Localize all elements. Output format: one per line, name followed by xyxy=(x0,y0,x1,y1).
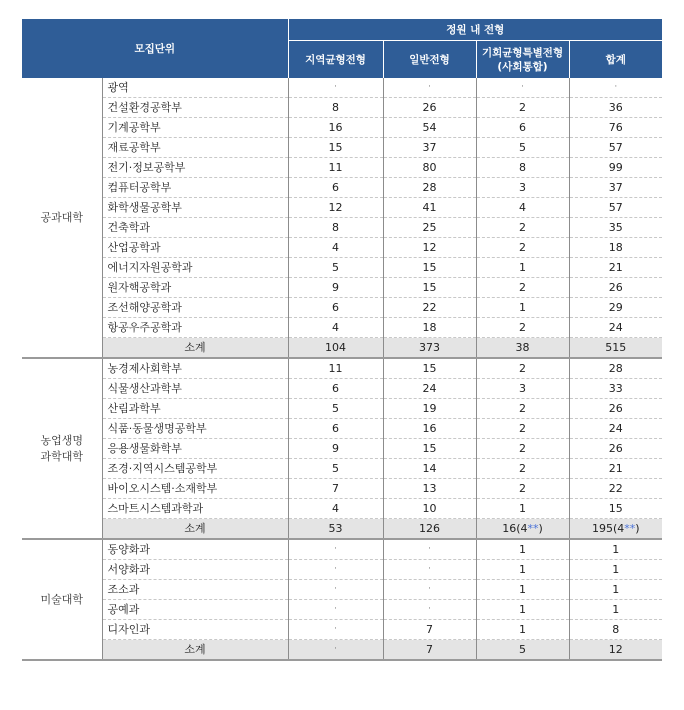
subtotal-label: 소계 xyxy=(102,640,288,661)
department-name: 농경제사회학부 xyxy=(102,358,288,379)
college-name-line1: 농업생명 xyxy=(40,433,83,447)
opportunity-balance-value: 2 xyxy=(476,439,569,459)
opportunity-balance-value: 3 xyxy=(476,178,569,198)
opportunity-balance-value: 2 xyxy=(476,358,569,379)
subtotal-total: 12 xyxy=(569,640,662,661)
regional-balance-value: 5 xyxy=(288,258,383,278)
table-row xyxy=(22,580,662,600)
department-name: 광역 xyxy=(102,78,288,98)
closing-paren: ) xyxy=(538,522,543,535)
table-row xyxy=(22,258,662,278)
subtotal-label: 소계 xyxy=(102,338,288,359)
header-general: 일반전형 xyxy=(383,41,476,79)
total-value: 36 xyxy=(569,98,662,118)
general-value: 16 xyxy=(383,419,476,439)
opportunity-balance-value: 1 xyxy=(476,580,569,600)
table-row xyxy=(22,78,662,98)
table-row xyxy=(22,278,662,298)
total-value: 37 xyxy=(569,178,662,198)
opportunity-balance-value: 2 xyxy=(476,278,569,298)
general-value: · xyxy=(383,580,476,600)
regional-balance-value: 6 xyxy=(288,178,383,198)
header-opportunity-line1: 기회균형특별전형 xyxy=(481,46,564,59)
total-value: 33 xyxy=(569,379,662,399)
regional-balance-value: 8 xyxy=(288,218,383,238)
regional-balance-value: 6 xyxy=(288,419,383,439)
department-name: 식물생산과학부 xyxy=(102,379,288,399)
department-name: 건설환경공학부 xyxy=(102,98,288,118)
table-row xyxy=(22,158,662,178)
department-name: 바이오시스템·소재학부 xyxy=(102,479,288,499)
header-opportunity-balance xyxy=(476,41,569,79)
subtotal-opportunity-balance xyxy=(476,519,569,540)
college-name xyxy=(22,358,102,539)
department-name: 화학생물공학부 xyxy=(102,198,288,218)
table-row xyxy=(22,459,662,479)
general-value: 15 xyxy=(383,278,476,298)
general-value: 18 xyxy=(383,318,476,338)
table-header xyxy=(22,19,662,78)
opportunity-balance-value: 6 xyxy=(476,118,569,138)
regional-balance-value: 11 xyxy=(288,158,383,178)
regional-balance-value: 12 xyxy=(288,198,383,218)
college-name: 공과대학 xyxy=(22,78,102,358)
total-value: · xyxy=(569,78,662,98)
general-value: 14 xyxy=(383,459,476,479)
department-name: 서양화과 xyxy=(102,560,288,580)
table-row xyxy=(22,98,662,118)
general-value: 54 xyxy=(383,118,476,138)
total-value: 26 xyxy=(569,399,662,419)
total-value: 35 xyxy=(569,218,662,238)
total-value: 29 xyxy=(569,298,662,318)
total-value: 57 xyxy=(569,198,662,218)
total-value: 21 xyxy=(569,258,662,278)
regional-balance-value: 8 xyxy=(288,98,383,118)
regional-balance-value: 9 xyxy=(288,278,383,298)
department-name: 항공우주공학과 xyxy=(102,318,288,338)
table-row xyxy=(22,198,662,218)
table-row xyxy=(22,539,662,560)
regional-balance-value: 11 xyxy=(288,358,383,379)
opportunity-balance-value: 1 xyxy=(476,620,569,640)
opportunity-balance-value: 2 xyxy=(476,479,569,499)
college-name: 미술대학 xyxy=(22,539,102,660)
department-name: 재료공학부 xyxy=(102,138,288,158)
table-row xyxy=(22,600,662,620)
department-name: 디자인과 xyxy=(102,620,288,640)
subtotal-row xyxy=(22,640,662,661)
department-name: 건축학과 xyxy=(102,218,288,238)
table-row xyxy=(22,318,662,338)
regional-balance-value: 15 xyxy=(288,138,383,158)
subtotal-label: 소계 xyxy=(102,519,288,540)
department-name: 컴퓨터공학부 xyxy=(102,178,288,198)
department-name: 식품·동물생명공학부 xyxy=(102,419,288,439)
total-value: 1 xyxy=(569,600,662,620)
general-value: 28 xyxy=(383,178,476,198)
table-row xyxy=(22,560,662,580)
general-value: 22 xyxy=(383,298,476,318)
subtotal-total: 515 xyxy=(569,338,662,359)
subtotal-value: 16(4 xyxy=(502,522,528,535)
department-name: 전기·정보공학부 xyxy=(102,158,288,178)
total-value: 28 xyxy=(569,358,662,379)
general-value: 80 xyxy=(383,158,476,178)
subtotal-opportunity-balance: 5 xyxy=(476,640,569,661)
general-value: 10 xyxy=(383,499,476,519)
regional-balance-value: 4 xyxy=(288,318,383,338)
regional-balance-value: · xyxy=(288,539,383,560)
regional-balance-value: · xyxy=(288,620,383,640)
total-value: 1 xyxy=(569,539,662,560)
opportunity-balance-value: 5 xyxy=(476,138,569,158)
general-value: 24 xyxy=(383,379,476,399)
regional-balance-value: · xyxy=(288,580,383,600)
general-value: 19 xyxy=(383,399,476,419)
general-value: 41 xyxy=(383,198,476,218)
table-row xyxy=(22,298,662,318)
opportunity-balance-value: 2 xyxy=(476,218,569,238)
general-value: · xyxy=(383,600,476,620)
subtotal-regional-balance: · xyxy=(288,640,383,661)
header-unit: 모집단위 xyxy=(22,19,288,78)
header-group-in-quota: 정원 내 전형 xyxy=(288,19,662,41)
regional-balance-value: 7 xyxy=(288,479,383,499)
general-value: · xyxy=(383,539,476,560)
opportunity-balance-value: · xyxy=(476,78,569,98)
subtotal-regional-balance: 53 xyxy=(288,519,383,540)
header-total: 합계 xyxy=(569,41,662,79)
total-value: 15 xyxy=(569,499,662,519)
opportunity-balance-value: 2 xyxy=(476,399,569,419)
table-row xyxy=(22,620,662,640)
total-value: 1 xyxy=(569,560,662,580)
general-value: 37 xyxy=(383,138,476,158)
table-row xyxy=(22,178,662,198)
general-value: 15 xyxy=(383,358,476,379)
total-value: 1 xyxy=(569,580,662,600)
regional-balance-value: · xyxy=(288,560,383,580)
department-name: 조소과 xyxy=(102,580,288,600)
total-value: 8 xyxy=(569,620,662,640)
table-row xyxy=(22,138,662,158)
department-name: 응용생물화학부 xyxy=(102,439,288,459)
admission-quota-table xyxy=(22,19,662,661)
regional-balance-value: 6 xyxy=(288,379,383,399)
total-value: 21 xyxy=(569,459,662,479)
general-value: 13 xyxy=(383,479,476,499)
general-value: 26 xyxy=(383,98,476,118)
table-row xyxy=(22,358,662,379)
subtotal-regional-balance: 104 xyxy=(288,338,383,359)
department-name: 산림과학부 xyxy=(102,399,288,419)
total-value: 24 xyxy=(569,419,662,439)
regional-balance-value: 6 xyxy=(288,298,383,318)
department-name: 기계공학부 xyxy=(102,118,288,138)
opportunity-balance-value: 2 xyxy=(476,318,569,338)
regional-balance-value: 4 xyxy=(288,499,383,519)
total-value: 26 xyxy=(569,278,662,298)
subtotal-opportunity-balance: 38 xyxy=(476,338,569,359)
opportunity-balance-value: 2 xyxy=(476,238,569,258)
table-row xyxy=(22,499,662,519)
subtotal-row xyxy=(22,519,662,540)
regional-balance-value: 9 xyxy=(288,439,383,459)
department-name: 공예과 xyxy=(102,600,288,620)
college-name-line2: 과학대학 xyxy=(40,449,83,463)
department-name: 조경·지역시스템공학부 xyxy=(102,459,288,479)
department-name: 스마트시스템과학과 xyxy=(102,499,288,519)
regional-balance-value: 16 xyxy=(288,118,383,138)
table-row xyxy=(22,479,662,499)
general-value: 15 xyxy=(383,258,476,278)
opportunity-balance-value: 2 xyxy=(476,459,569,479)
subtotal-row xyxy=(22,338,662,359)
subtotal-total xyxy=(569,519,662,540)
opportunity-balance-value: 2 xyxy=(476,98,569,118)
general-value: 25 xyxy=(383,218,476,238)
table-row xyxy=(22,118,662,138)
subtotal-general: 126 xyxy=(383,519,476,540)
opportunity-balance-value: 1 xyxy=(476,499,569,519)
regional-balance-value: 4 xyxy=(288,238,383,258)
subtotal-general: 7 xyxy=(383,640,476,661)
opportunity-balance-value: 1 xyxy=(476,258,569,278)
table-row xyxy=(22,218,662,238)
subtotal-general: 373 xyxy=(383,338,476,359)
total-value: 22 xyxy=(569,479,662,499)
total-value: 26 xyxy=(569,439,662,459)
general-value: · xyxy=(383,78,476,98)
table-row xyxy=(22,399,662,419)
footnote-mark: ** xyxy=(527,522,539,535)
opportunity-balance-value: 1 xyxy=(476,298,569,318)
header-opportunity-line2: (사회통합) xyxy=(497,60,548,73)
general-value: 15 xyxy=(383,439,476,459)
closing-paren: ) xyxy=(635,522,640,535)
opportunity-balance-value: 1 xyxy=(476,560,569,580)
opportunity-balance-value: 8 xyxy=(476,158,569,178)
footnote-mark: ** xyxy=(624,522,636,535)
opportunity-balance-value: 2 xyxy=(476,419,569,439)
general-value: · xyxy=(383,560,476,580)
total-value: 24 xyxy=(569,318,662,338)
table-row xyxy=(22,419,662,439)
subtotal-value: 195(4 xyxy=(591,522,625,535)
opportunity-balance-value: 4 xyxy=(476,198,569,218)
total-value: 76 xyxy=(569,118,662,138)
regional-balance-value: 5 xyxy=(288,459,383,479)
regional-balance-value: · xyxy=(288,78,383,98)
general-value: 12 xyxy=(383,238,476,258)
table-row xyxy=(22,379,662,399)
department-name: 조선해양공학과 xyxy=(102,298,288,318)
header-regional-balance: 지역균형전형 xyxy=(288,41,383,79)
total-value: 99 xyxy=(569,158,662,178)
opportunity-balance-value: 3 xyxy=(476,379,569,399)
total-value: 18 xyxy=(569,238,662,258)
general-value: 7 xyxy=(383,620,476,640)
table-row xyxy=(22,238,662,258)
department-name: 동양화과 xyxy=(102,539,288,560)
regional-balance-value: 5 xyxy=(288,399,383,419)
total-value: 57 xyxy=(569,138,662,158)
table-row xyxy=(22,439,662,459)
opportunity-balance-value: 1 xyxy=(476,539,569,560)
regional-balance-value: · xyxy=(288,600,383,620)
department-name: 에너지자원공학과 xyxy=(102,258,288,278)
table-body xyxy=(22,78,662,660)
department-name: 산업공학과 xyxy=(102,238,288,258)
department-name: 원자핵공학과 xyxy=(102,278,288,298)
opportunity-balance-value: 1 xyxy=(476,600,569,620)
